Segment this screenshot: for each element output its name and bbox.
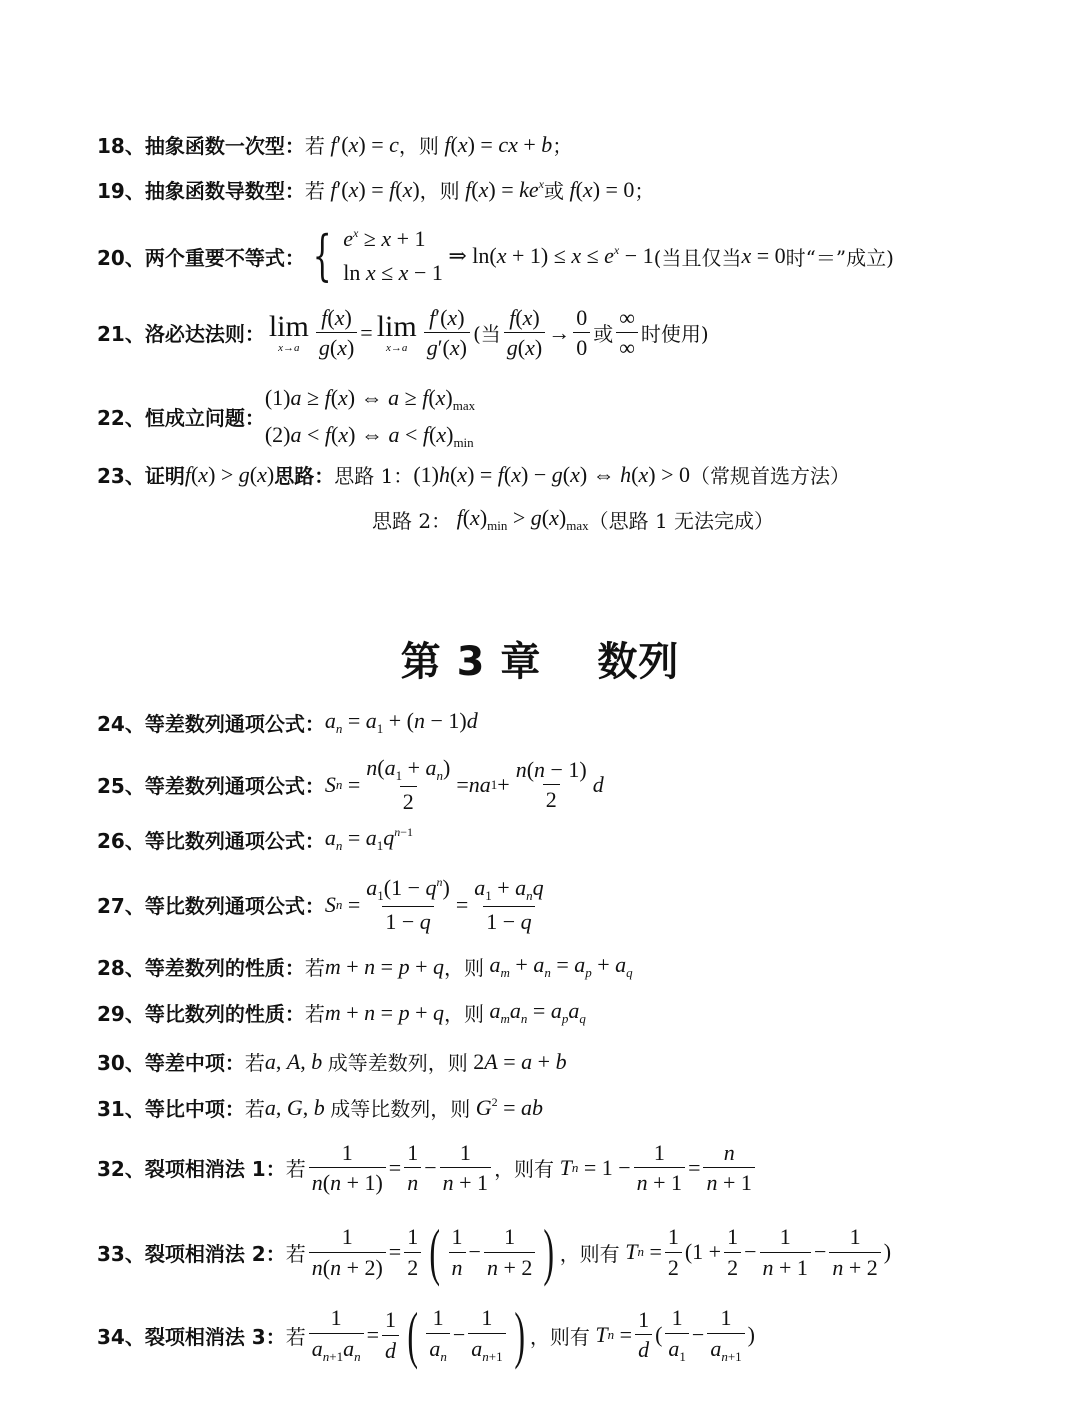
math-expression: S n = $\frac{n(a_1 + a_n)}{2}$ = na 1 + $\frac{n(n - 1)}{2}$ d: [324, 755, 604, 814]
item-number: 24、: [97, 712, 145, 736]
math-expression: m + n = p + q: [324, 999, 444, 1025]
item-text: 思路 2：: [372, 509, 452, 533]
math-expression: lim x→a $\frac{f(x)}{g(x)}$ = lim x→a $\frac{f'(x)}{g'(x)}$: [265, 305, 473, 361]
item-label: 等比中项：: [144, 1097, 245, 1121]
item-label: 等比数列通项公式：: [144, 894, 325, 919]
formula-23: [97, 460, 850, 489]
math-expression: 2A = a + b: [467, 1048, 567, 1074]
item-number: 33、: [97, 1241, 145, 1266]
math-expression: $a_m + a_n = a_p + a_q$: [489, 952, 633, 980]
item-number: 25、: [97, 774, 145, 799]
inequality-system: $e^x \ge x + 1$ ln x ≤ x − 1: [343, 226, 443, 286]
formula-19: [97, 175, 654, 204]
formula-24: [97, 708, 478, 737]
item-text: 时使用): [640, 322, 709, 347]
item-text: (当且仅当: [653, 245, 742, 270]
item-text: 时“＝”成立): [785, 245, 894, 270]
chapter-heading: [0, 630, 1080, 687]
math-expression: f(x) > g(x): [184, 461, 275, 487]
item-text: ，则: [444, 1002, 484, 1026]
formula-20: [97, 222, 894, 290]
item-text: 若: [304, 179, 325, 203]
formula-21: [97, 305, 709, 361]
item-number: 29、: [97, 1002, 145, 1026]
item-text: (当: [472, 322, 501, 347]
left-brace: {: [312, 224, 332, 288]
item-label: 等比数列通项公式：: [144, 829, 325, 853]
item-text: ，则: [419, 179, 460, 203]
formula-34: [97, 1299, 755, 1370]
item-number: 22、: [97, 406, 145, 431]
item-label: 抽象函数导数型：: [144, 179, 305, 203]
item-text: 思路 1：: [334, 464, 414, 488]
item-text: ，则: [398, 134, 439, 158]
item-label: 两个重要不等式：: [144, 245, 305, 270]
math-expression: $f(x) = ke^x$: [465, 176, 544, 202]
item-number: 21、: [97, 322, 145, 347]
item-label: 裂项相消法 2：: [144, 1241, 286, 1266]
item-text: 或: [543, 179, 564, 203]
math-expression: T n = 1 − $\frac{1}{n + 1}$ = $\frac{n}{n + 1}$: [554, 1140, 758, 1196]
math-expression: m + n = p + q: [324, 953, 444, 979]
formula-18: [97, 130, 572, 159]
item-text: 若: [304, 956, 325, 980]
item-label: 洛必达法则：: [144, 322, 265, 347]
item-number: 34、: [97, 1324, 145, 1349]
item-label: 等比数列的性质：: [144, 1002, 305, 1026]
formula-28: [97, 952, 633, 981]
math-expression: $\frac{1}{n(n + 2)}$ = $\frac{1}{2}$ ( $\frac{1}{n}$ − $\frac{1}{n + 2}$ ): [306, 1220, 560, 1284]
item-text: ，则: [444, 956, 484, 980]
item-label: 证明: [144, 464, 185, 488]
chapter-title: 数列: [597, 639, 680, 685]
item-text: （思路 1 无法完成）: [588, 509, 775, 533]
item-number: 19、: [97, 179, 145, 203]
math-expression: $a_n = a_1 + (n - 1)d$: [324, 708, 478, 736]
math-expression: $a_n = a_1q^{n-1}$: [324, 825, 414, 853]
math-expression: a, A, b: [264, 1048, 323, 1074]
item-text: （常规首选方法）: [690, 464, 850, 488]
item-text: 若: [304, 1002, 325, 1026]
item-label: 思路：: [274, 464, 335, 488]
item-number: 31、: [97, 1097, 145, 1121]
item-number: 26、: [97, 829, 145, 853]
math-expression: $f(x)_{min} > g(x)_{max}$: [456, 505, 589, 533]
item-text: ；: [634, 179, 655, 203]
formula-33: [97, 1216, 892, 1287]
formula-26: [97, 825, 413, 854]
item-label: 等差中项：: [144, 1051, 245, 1075]
item-text: 或: [593, 322, 614, 347]
item-number: 23、: [97, 464, 145, 488]
math-expression: S n = $\frac{a_1(1 - q^n)}{1 - q}$ = $\frac{a_1 + a_nq}{1 - q}$: [324, 875, 544, 934]
math-expression: f′(x) = f(x): [330, 176, 420, 202]
item-text: 若: [285, 1324, 306, 1349]
item-text: 若: [285, 1241, 306, 1266]
formula-30: [97, 1047, 567, 1076]
formula-25: [97, 755, 604, 814]
math-expression: a, G, b: [264, 1094, 325, 1120]
item-text: ，则有: [494, 1157, 555, 1182]
item-label: 等差数列的性质：: [144, 956, 305, 980]
math-expression: $G^2$ = ab: [475, 1094, 544, 1120]
formula-32: [97, 1140, 758, 1196]
item-label: 裂项相消法 1：: [144, 1157, 286, 1182]
math-expression: $\frac{\infty}{\infty}$: [613, 305, 641, 361]
item-text: 成等比数列，则: [330, 1097, 471, 1121]
formula-27: [97, 875, 550, 934]
item-number: 32、: [97, 1157, 145, 1182]
math-expression: f(x) = cx + b: [444, 131, 553, 157]
formula-29: [97, 998, 586, 1027]
item-text: ，则有: [529, 1324, 590, 1349]
item-text: 若: [304, 134, 325, 158]
math-expression: f(x) = 0: [569, 176, 635, 202]
item-text: 若: [285, 1157, 306, 1182]
math-expression: (1)h(x) = f(x) − g(x) ⇔ h(x) > 0: [413, 461, 690, 487]
formula-23-line2: [372, 505, 774, 534]
math-expression: ⇒ $\ln(x + 1) \le x \le e^x - 1$: [442, 243, 654, 269]
item-label: 恒成立问题：: [144, 406, 265, 431]
item-text: ，则有: [559, 1241, 620, 1266]
item-number: 30、: [97, 1051, 145, 1075]
item-text: 成等差数列，则: [327, 1051, 468, 1075]
math-expression: $\frac{1}{a_{n+1}a_n}$ = $\frac{1}{d}$ ( $\frac{1}{a_n}$ − $\frac{1}{a_{n+1}}$ ): [306, 1303, 530, 1367]
math-expression: $a_ma_n = a_pa_q$: [489, 998, 586, 1026]
math-expression: $\frac{f(x)}{g(x)}$ → $\frac{0}{0}$: [501, 305, 593, 361]
item-label: 等差数列通项公式：: [144, 712, 325, 736]
item-text: 若: [244, 1097, 265, 1121]
formula-31: [97, 1093, 543, 1122]
item-number: 28、: [97, 956, 145, 980]
math-expression: T n = $\frac{1}{d}$ ( $\frac{1}{a_1}$ − $\frac{1}{a_{n+1}}$ ): [595, 1305, 755, 1364]
item-label: 抽象函数一次型：: [144, 134, 305, 158]
item-number: 20、: [97, 245, 145, 270]
inequality-cases: (1)a ≥ f(x) ⇔ $a \ge f(x)_{max}$ (2)a < f(x) ⇔ $a < f(x)_{min}$: [264, 385, 476, 450]
math-expression: x = 0: [741, 243, 786, 269]
formula-22: [97, 380, 475, 454]
item-number: 27、: [97, 894, 145, 919]
item-text: ；: [552, 134, 573, 158]
item-label: 裂项相消法 3：: [144, 1324, 286, 1349]
item-label: 等差数列通项公式：: [144, 774, 325, 799]
item-number: 18、: [97, 134, 145, 158]
math-expression: T n = $\frac{1}{2}$ (1 + $\frac{1}{2}$ − $\frac{1}{n + 1}$ − $\frac{1}{n + 2}$ ): [625, 1224, 892, 1280]
math-expression: f′(x) = c: [330, 131, 399, 157]
math-expression: $\frac{1}{n(n + 1)}$ = $\frac{1}{n}$ − $\frac{1}{n + 1}$: [306, 1140, 494, 1196]
chapter-number: 第 3 章: [400, 639, 542, 685]
item-text: 若: [244, 1051, 265, 1075]
